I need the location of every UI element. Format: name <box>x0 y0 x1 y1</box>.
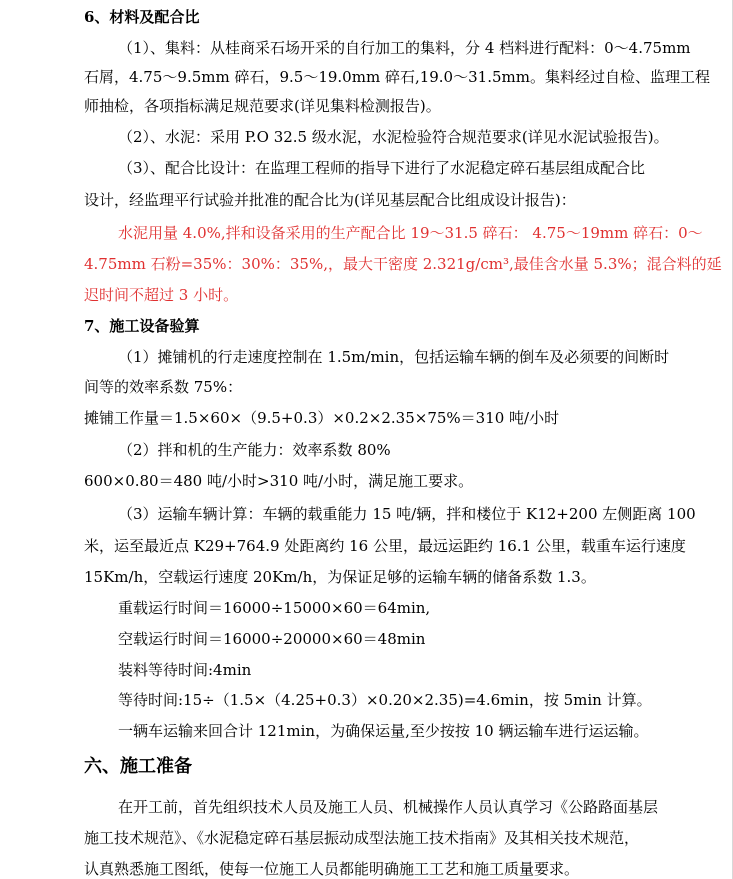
paragraph-line: 在开工前，首先组织技术人员及施工人员、机械操作人员认真学习《公路路面基层 <box>118 798 659 816</box>
paragraph-line: 间等的效率系数 75%： <box>84 378 243 396</box>
calculation-line: 一辆车运输来回合计 121min，为确保运量,至少按按 10 辆运输车进行运运输。 <box>118 722 649 740</box>
paragraph-line: （3）运输车辆计算：车辆的载重能力 15 吨/辆，拌和楼位于 K12+200 左侧距离 100 <box>118 505 696 523</box>
paragraph-line: 师抽检，各项指标满足规范要求(详见集料检测报告)。 <box>84 97 441 115</box>
calculation-line: 空载运行时间＝16000÷20000×60＝48min <box>118 630 426 648</box>
paragraph-line: （2）、水泥：采用 P.O 32.5 级水泥，水泥检验符合规范要求(详见水泥试验报告)。 <box>118 128 669 146</box>
highlighted-mix-line: 水泥用量 4.0%,拌和设备采用的生产配合比 19～31.5 碎石： 4.75～19mm 碎石：0～ <box>118 224 703 242</box>
paragraph-line: 设计，经监理平行试验并批准的配合比为(详见基层配合比组成设计报告)： <box>84 191 576 209</box>
paragraph-line: （2）拌和机的生产能力：效率系数 80% <box>118 441 391 459</box>
calculation-line: 装料等待时间:4min <box>118 661 252 679</box>
paragraph-line: （1）摊铺机的行走速度控制在 1.5m/min，包括运输车辆的倒车及必须要的间断时 <box>118 348 670 366</box>
calculation-line: 摊铺工作量＝1.5×60×（9.5+0.3）×0.2×2.35×75%＝310 吨/小时 <box>84 409 560 427</box>
calculation-line: 等待时间:15÷（1.5×（4.25+0.3）×0.20×2.35)=4.6min，按 5min 计算。 <box>118 691 652 709</box>
highlighted-mix-line: 迟时间不超过 3 小时。 <box>84 286 239 304</box>
calculation-line: 600×0.80＝480 吨/小时>310 吨/小时，满足施工要求。 <box>84 472 474 490</box>
paragraph-line: 认真熟悉施工图纸，使每一位施工人员都能明确施工工艺和施工质量要求。 <box>84 860 580 878</box>
paragraph-line: （3）、配合比设计：在监理工程师的指导下进行了水泥稳定碎石基层组成配合比 <box>118 159 646 177</box>
highlighted-mix-line: 4.75mm 石粉=35%：30%：35%,，最大干密度 2.321g/cm³,最佳含水量 5.3%；混合料的延 <box>84 255 722 273</box>
section-7-heading: 7、施工设备验算 <box>84 317 200 335</box>
paragraph-line: 石屑，4.75～9.5mm 碎石，9.5～19.0mm 碎石,19.0～31.5mm。集料经过自检、监理工程 <box>84 68 710 86</box>
chapter-6-heading: 六、施工准备 <box>84 756 192 777</box>
calculation-line: 重载运行时间＝16000÷15000×60＝64min, <box>118 599 431 617</box>
paragraph-line: 米，运至最近点 K29+764.9 处距离约 16 公里，最远运距约 16.1 公里，载重车运行速度 <box>84 537 686 555</box>
paragraph-line: 15Km/h，空载运行速度 20Km/h，为保证足够的运输车辆的储备系数 1.3。 <box>84 568 596 586</box>
paragraph-line: （1）、集料：从桂商采石场开采的自行加工的集料，分 4 档料进行配料：0～4.75mm <box>118 39 691 57</box>
paragraph-line: 施工技术规范》、《水泥稳定碎石基层振动成型法施工技术指南》及其相关技术规范， <box>84 829 640 847</box>
section-6-heading: 6、材料及配合比 <box>84 8 200 26</box>
